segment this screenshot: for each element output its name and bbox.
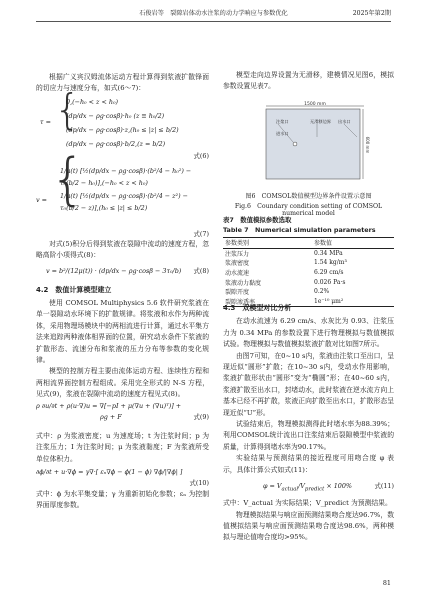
section-4-2-heading: 4.2 数值计算模型建立 (36, 285, 112, 294)
table-row (223, 258, 394, 268)
figure-6-caption-en: Fig.6 Coundary condition setting of COMSOL numerical model (234, 203, 383, 217)
label-boundary: 无滑移边界 (310, 119, 331, 124)
page-header (36, 8, 391, 19)
right-para-5: 实验结果与预测结果的接近程度可用吻合度 φ 表示，具体计算公式如式(11)： (223, 454, 394, 474)
eq6-number: 式(6) (193, 151, 209, 160)
left-column (36, 72, 209, 512)
table-cell: 6.29 cm/s (314, 269, 344, 277)
right-para-3: 由图7可知，在0~10 s内，浆液由注浆口至出口，呈现近似“圆形”扩散；在10~30 s内，受动水作用影响，浆液扩散形状由“圆形”变为“椭圆”形；在40~60 s内，浆液扩散至出水口，封堵动水，此时浆液在逆水流方向上基本已经不再扩散，浆液正向扩散至出水口，扩散形态呈现近似“U”形。 (223, 351, 394, 417)
table-row (223, 268, 394, 278)
running-title: 石俊岩等 裂隙岩体动水注浆的动力学响应与参数优化 (139, 10, 288, 17)
figure-6-model-diagram (262, 101, 368, 185)
table-cell: 0.026 Pa·s (314, 278, 346, 286)
table-cell: 动水流速 (225, 270, 250, 278)
equation-11: $\varphi = V_{actual}/V_{predict} \times 100\%$ 式(11) (263, 482, 394, 493)
table-cell: 0.2% (314, 288, 330, 296)
table-header-cell: 参数值 (312, 238, 394, 249)
left-para-3: 使用 COMSOL Multiphysics 5.6 软件研究浆液在单一裂隙动水环境下的扩散规律。将浆液和水作为两种流体，采用物理场模块中的两相流进行计算，通过水平集方法来追踪两种液体相界面的位置，研究动水条件下浆液的扩散形态、流速分布和浆液的压力分布等参数的变化规律。 (36, 299, 209, 365)
left-para-4: 模型的控制方程主要由流体运动方程、连续性方程和两相流界面控制方程组成。采用完全形式的 N-S 方程，见式(9)，浆液在裂隙中流动的速度方程见式(8)。 (36, 367, 209, 399)
equation-6: τ = { 0,(−h₀ < z < h₀) (dp/dx − ρg·cosβ)·h₀ (z ≡ h₀/2) (dp/dx − ρg·cosβ)·z,(h₀ ≤ |z| ≤ b/2) (dp/dx − ρg·cosβ)·b/2,(z = b/2) 式(6) (40, 84, 209, 160)
table-row (223, 277, 394, 287)
table-cell: 1.54 kg/m³ (314, 259, 347, 267)
left-para-1: 根据广义宾汉姆流体运动方程计算得到浆液扩散锋面的切应力与速度分布，如式(6～7)： (36, 73, 209, 93)
right-column-top (223, 70, 394, 93)
table-header-cell: 参数类别 (223, 238, 312, 249)
table-7-caption-cn: 表7 数值模拟参数选取 (223, 216, 292, 224)
page-number: 81 (382, 579, 391, 587)
issue-label: 2025年第2期 (352, 10, 391, 17)
table-header-row (223, 238, 394, 249)
table-7 (223, 237, 394, 307)
left-para-5: 式中：ρ 为浆液密度；u 为速度场；t 为注浆时间；p 为注浆压力；I 为注浆时间；μ 为浆液黏度；F 为浆液所受单位体积力。 (36, 431, 209, 463)
table-cell: 浆液动力黏度 (225, 279, 262, 287)
label-inlet: 注浆口 (276, 119, 289, 124)
label-water-in: 进水口 (276, 131, 289, 136)
section-4-3-heading: 4.3 双模型对比分析 (223, 304, 292, 312)
table-row (223, 287, 394, 297)
header-rule (36, 21, 391, 22)
right-para-2: 在动水流速为 6.29 cm/s、水灰比为 0.93、注浆压力为 0.34 MPa 的参数设置下进行物理模拟与数值模拟试验。物理模拟与数值模拟浆液扩散对比如图7所示。 (223, 317, 394, 349)
table-row (223, 248, 394, 258)
equation-7: v = { 1/μ(t) [½(dp/dx − ρg·cosβ)·(b²/4 − h₀²) − τ₀(b/2 − h₀)],(−h₀ < z < h₀) 1/μ(t) [½(dp/dx − ρg·cosβ)·(b²/4 − z²) − τ₀(b/2 − z)],(h₀ ≤ |z| ≤ b/2) 式(7) (36, 146, 209, 238)
eq10-number: 式(10) (189, 478, 209, 487)
eq8-number: 式(8) (193, 266, 209, 275)
table-cell: 裂隙渗透率 (223, 297, 312, 307)
equation-brace: { (50, 146, 86, 212)
right-para-1: 模型走向边界设置为无滑移，建模情况见图6，模拟参数设置见表7。 (223, 71, 394, 91)
figure-6-caption-cn: 图6 COMSOL数值模型边界条件设置示意图 (245, 193, 372, 200)
equation-10: ∂ϕ/∂t + u·∇ϕ = γ∇·[ εₙ∇ϕ − ϕ(1 − ϕ) ∇ϕ/|∇ϕ| ] 式(10) (36, 467, 209, 487)
right-para-4: 试验结束后，物理模拟测得此时堵水率为88.39%；利用COMSOL统计流出口注浆结束后裂隙模型中浆液的质量，计算得到堵水率为90.17%。 (223, 420, 394, 451)
table-cell: 裂隙开度 (225, 289, 250, 297)
equation-8: v = b²/(12μ(t)) · (dp/dx − ρg·cosβ − 3τ₀/b) 式(8) (46, 266, 209, 275)
left-para-6: 式中：ϕ 为水平集变量；γ 为重新初始化参数；εₙ 为控制界面厚度参数。 (36, 489, 209, 510)
table-cell: 浆液密度 (225, 260, 250, 268)
right-column-bottom (223, 300, 394, 544)
eq11-number: 式(11) (374, 482, 394, 491)
equation-brace: { (54, 84, 81, 134)
eq7-number: 式(7) (193, 229, 209, 238)
right-para-6: 式中：V_actual 为实际结果；V_predict 为预测结果。 (223, 499, 392, 508)
right-para-7: 物理模拟结果与响应面预测结果吻合度达96.7%，数值模拟结果与响应面预测结果吻合度达98.6%，两种模拟与理论值吻合度均>95%。 (223, 510, 394, 542)
table-cell: 注浆压力 (225, 250, 250, 258)
table-7-caption-en: Table 7 Numerical simulation parameters (223, 226, 376, 234)
left-para-2: 对式(5)积分后得到浆液在裂隙中流动的速度方程，忽略高阶小项得式(8)： (36, 239, 209, 260)
grout-inlet-marker (293, 142, 297, 146)
table-cell: 0.34 MPa (314, 249, 343, 257)
eq9-number: 式(9) (193, 412, 209, 421)
width-dimension-label: 1500 mm (304, 102, 326, 107)
label-outlet: 出水口 (338, 119, 351, 124)
equation-9: ρ ∂u/∂t + ρ(u·∇)u = ∇[−pI + μ(∇u + (∇u)ᵀ)] + ρg + F 式(9) (36, 401, 209, 421)
table-cell: 1e⁻¹⁰ μm² (312, 297, 394, 307)
height-dimension-label: 600 mm (365, 136, 370, 154)
